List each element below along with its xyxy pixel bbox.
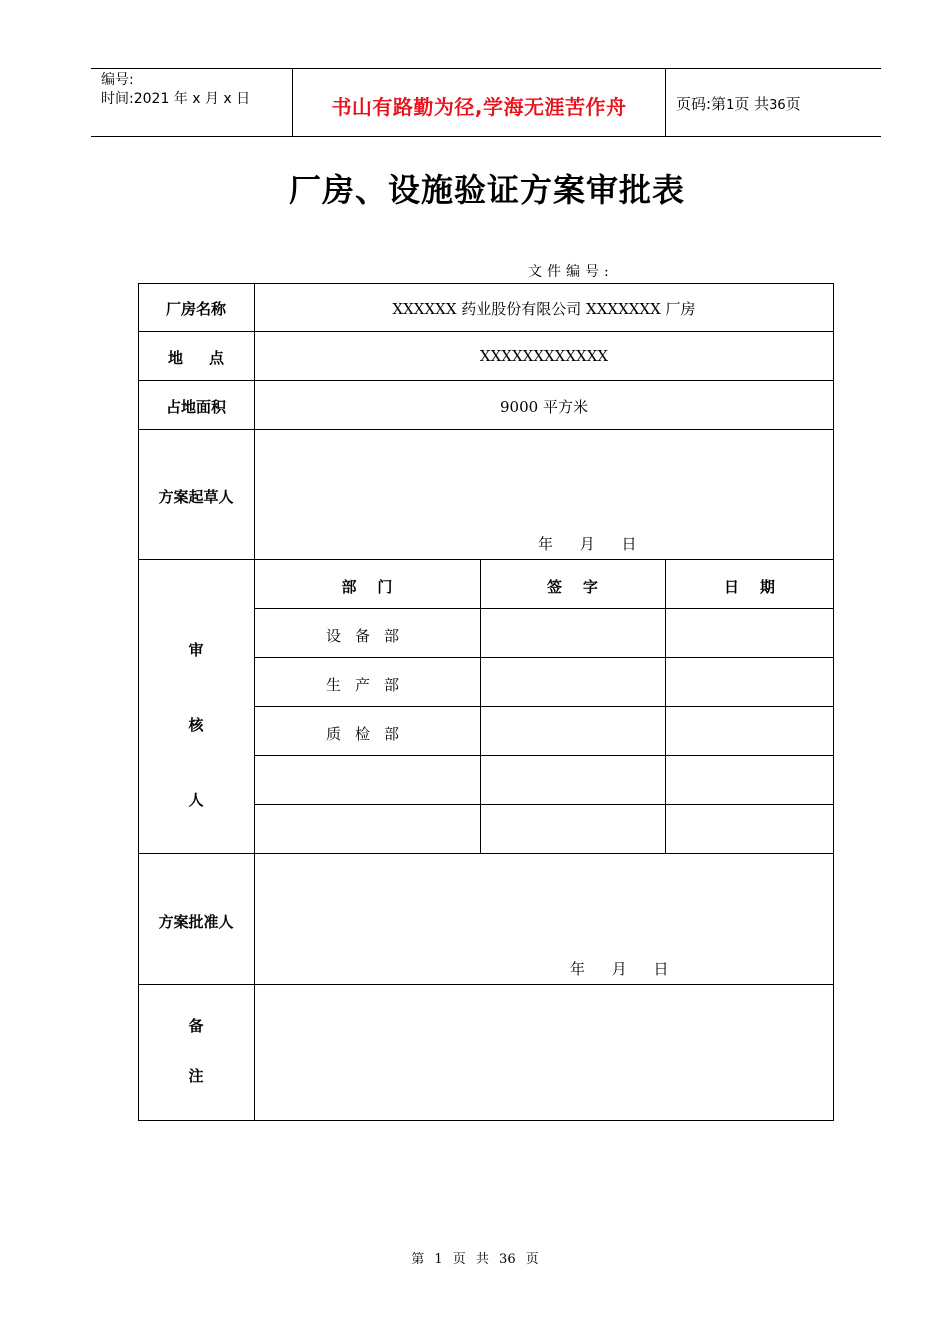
page-header (91, 68, 881, 137)
page-of: 页 共 (734, 95, 770, 113)
rule (138, 429, 834, 430)
page-total: 36 (769, 98, 786, 113)
rule (254, 657, 834, 658)
review-header-date: 日 期 (724, 578, 775, 596)
reviewer-label-2: 核 (188, 716, 204, 734)
page-title: 厂房、设施验证方案审批表 (288, 171, 685, 209)
review-row-dept: 设备部 (326, 627, 414, 645)
rule (665, 559, 666, 854)
location-label: 地 点 (167, 349, 225, 367)
rule (254, 706, 834, 707)
review-row-dept: 质检部 (326, 725, 414, 743)
rule (138, 380, 834, 381)
review-header-sign: 签 字 (547, 578, 598, 596)
approver-label: 方案批准人 (158, 913, 234, 931)
remarks-label-1: 备 (188, 1017, 204, 1035)
remarks-label-2: 注 (188, 1067, 204, 1085)
rule (254, 804, 834, 805)
header-divider (665, 69, 666, 136)
reviewer-label-1: 审 (188, 641, 204, 659)
page-label: 页码:第 (676, 95, 727, 113)
header-number-label: 编号: (101, 72, 134, 88)
rule (138, 984, 834, 985)
header-meta (101, 71, 250, 109)
page-current: 1 (726, 98, 735, 113)
area-value: 9000 平方米 (500, 398, 588, 416)
rule (254, 755, 834, 756)
approval-form (138, 283, 834, 1121)
location-value: XXXXXXXXXXXX (479, 347, 609, 365)
rule (138, 283, 834, 284)
header-time: 时间:2021 年 x 月 x 日 (101, 91, 251, 107)
rule (138, 853, 834, 854)
area-label: 占地面积 (165, 398, 226, 416)
drafter-date: 年 月 日 (538, 535, 637, 553)
header-page-info (676, 93, 801, 114)
page-unit: 页 (785, 95, 801, 113)
factory-name-value: XXXXXX 药业股份有限公司 XXXXXXX 厂房 (392, 300, 696, 318)
rule (480, 559, 481, 854)
rule (138, 1120, 834, 1121)
rule (138, 559, 834, 560)
review-row-dept: 生产部 (326, 676, 414, 694)
factory-name-label: 厂房名称 (165, 300, 226, 318)
page-footer: 第 1 页 共 36 页 (411, 1252, 539, 1267)
reviewer-label-3: 人 (188, 791, 204, 809)
rule (138, 331, 834, 332)
approver-date: 年 月 日 (570, 960, 669, 978)
review-header-dept: 部 门 (341, 578, 393, 596)
drafter-label: 方案起草人 (158, 488, 234, 506)
rule (254, 608, 834, 609)
doc-number-label: 文件编号: (528, 264, 614, 280)
header-motto: 书山有路勤为径,学海无涯苦作舟 (331, 95, 627, 119)
